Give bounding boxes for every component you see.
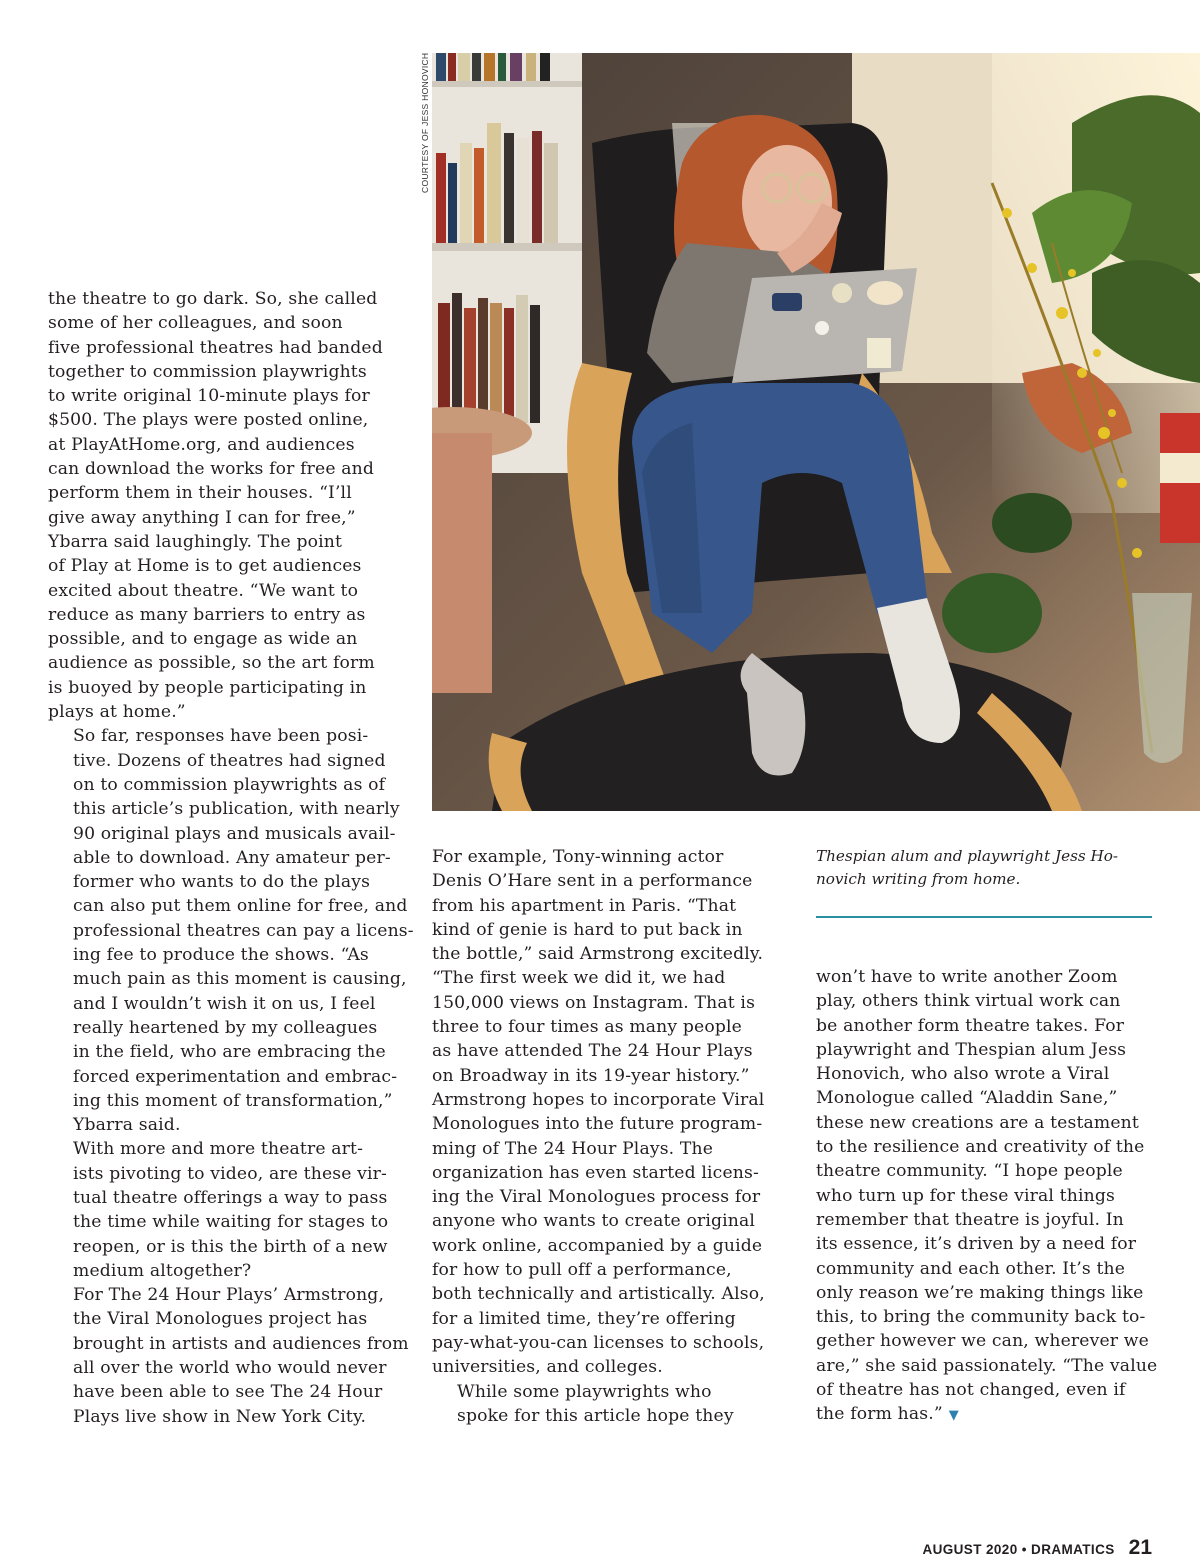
- text-line: Armstrong hopes to incorporate Viral: [432, 1089, 765, 1110]
- text-line: tual theatre offerings a way to pass: [73, 1187, 388, 1208]
- text-line: is buoyed by people participating in: [48, 677, 367, 698]
- text-line: possible, and to engage as wide an: [48, 629, 358, 650]
- caption-divider: [816, 916, 1152, 918]
- text-line: Monologues into the future program-: [432, 1114, 763, 1135]
- text-line: on to commission playwrights as of: [73, 774, 386, 795]
- text-line: in the field, who are embracing the: [73, 1042, 386, 1063]
- text-line: on Broadway in its 19-year history.”: [432, 1065, 750, 1086]
- text-line: “The first week we did it, we had: [432, 968, 726, 989]
- text-line: Ybarra said.: [73, 1115, 181, 1136]
- article-column-1: [48, 287, 414, 1429]
- text-line: Ybarra said laughingly. The point: [48, 531, 343, 552]
- article-paragraph: [48, 287, 390, 724]
- text-line: ming of The 24 Hour Plays. The: [432, 1138, 714, 1159]
- text-line: three to four times as many people: [432, 1017, 742, 1038]
- text-line: of Play at Home is to get audiences: [48, 556, 362, 577]
- text-line: Monologue called “Aladdin Sane,”: [816, 1088, 1118, 1109]
- text-line: For The 24 Hour Plays’ Armstrong,: [73, 1285, 385, 1306]
- text-line: five professional theatres had banded: [48, 337, 383, 358]
- text-line: for how to pull off a performance,: [432, 1260, 732, 1281]
- text-line: 90 original plays and musicals avail-: [73, 823, 396, 844]
- text-line: of theatre has not changed, even if: [816, 1380, 1126, 1401]
- text-line: work online, accompanied by a guide: [432, 1235, 763, 1256]
- text-line: plays at home.”: [48, 702, 186, 723]
- article-photo: [432, 53, 1200, 811]
- text-line: who turn up for these viral things: [816, 1185, 1115, 1206]
- text-line: are,” she said passionately. “The value: [816, 1355, 1158, 1376]
- text-line: the time while waiting for stages to: [73, 1212, 389, 1233]
- text-line: reopen, or is this the birth of a new: [73, 1236, 388, 1257]
- text-line: able to download. Any amateur per-: [73, 847, 391, 868]
- text-line: ists pivoting to video, are these vir-: [73, 1163, 388, 1184]
- text-line: really heartened by my colleagues: [73, 1017, 378, 1038]
- text-line: So far, responses have been posi-: [73, 726, 369, 747]
- text-line: With more and more theatre art-: [73, 1139, 364, 1160]
- text-line: much pain as this moment is causing,: [73, 969, 407, 990]
- page-footer: [922, 1536, 1152, 1562]
- article-paragraph: [48, 724, 414, 1137]
- text-line: both technically and artistically. Also,: [432, 1284, 765, 1305]
- text-line: perform them in their houses. “I’ll: [48, 483, 352, 504]
- text-line: kind of genie is hard to put back in: [432, 919, 743, 940]
- text-line: tive. Dozens of theatres had signed: [73, 750, 386, 771]
- text-line: can also put them online for free, and: [73, 896, 408, 917]
- text-line: gether however we can, wherever we: [816, 1331, 1149, 1352]
- issue-label: AUGUST 2020 • DRAMATICS: [922, 1542, 1115, 1557]
- text-line: former who wants to do the plays: [73, 872, 371, 893]
- text-line: ing this moment of transformation,”: [73, 1090, 393, 1111]
- article-paragraph: [816, 965, 1158, 1429]
- text-line: 150,000 views on Instagram. That is: [432, 992, 756, 1013]
- text-line: the Viral Monologues project has: [73, 1309, 368, 1330]
- text-line: its essence, it’s driven by a need for: [816, 1234, 1137, 1255]
- text-line: for a limited time, they’re offering: [432, 1308, 736, 1329]
- text-line: excited about theatre. “We want to: [48, 580, 359, 601]
- article-paragraph: [432, 845, 774, 1380]
- end-of-article-icon: ▼: [948, 1408, 959, 1424]
- text-line: pay-what-you-can licenses to schools,: [432, 1332, 765, 1353]
- caption-line: Thespian alum and playwright Jess Ho-: [816, 847, 1119, 865]
- photo-credit: COURTESY OF JESS HONOVICH: [420, 52, 430, 193]
- text-line: organization has even started licens-: [432, 1162, 759, 1183]
- text-line: audience as possible, so the art form: [48, 653, 375, 674]
- text-line: as have attended The 24 Hour Plays: [432, 1041, 753, 1062]
- text-line: universities, and colleges.: [432, 1357, 663, 1378]
- text-line: ing the Viral Monologues process for: [432, 1187, 761, 1208]
- text-line: forced experimentation and embrac-: [73, 1066, 398, 1087]
- article-paragraph: [432, 1380, 774, 1429]
- text-line: and I wouldn’t wish it on us, I feel: [73, 993, 376, 1014]
- text-line: all over the world who would never: [73, 1358, 387, 1379]
- page-number: 21: [1128, 1536, 1152, 1559]
- text-line: spoke for this article hope they: [457, 1405, 734, 1426]
- text-line: have been able to see The 24 Hour: [73, 1382, 383, 1403]
- photo-jess-honovich-illustration: [432, 53, 1200, 811]
- text-line: professional theatres can pay a licens-: [73, 920, 414, 941]
- photo-caption: [816, 845, 1156, 890]
- text-line: together to commission playwrights: [48, 361, 367, 382]
- text-line: Plays live show in New York City.: [73, 1406, 367, 1427]
- article-paragraph: [48, 1137, 390, 1283]
- text-line: the form has.” ▼: [816, 1404, 959, 1425]
- text-line: some of her colleagues, and soon: [48, 313, 343, 334]
- text-line: $500. The plays were posted online,: [48, 410, 369, 431]
- article-column-3: [816, 965, 1158, 1429]
- text-line: at PlayAtHome.org, and audiences: [48, 434, 355, 455]
- text-line: theatre community. “I hope people: [816, 1161, 1123, 1182]
- text-line: to the resilience and creativity of the: [816, 1137, 1145, 1158]
- text-line: from his apartment in Paris. “That: [432, 895, 737, 916]
- text-line: these new creations are a testament: [816, 1112, 1139, 1133]
- text-line: For example, Tony-winning actor: [432, 847, 724, 867]
- text-line: won’t have to write another Zoom: [816, 967, 1118, 987]
- text-line: the theatre to go dark. So, she called: [48, 289, 378, 309]
- text-line: playwright and Thespian alum Jess: [816, 1039, 1127, 1060]
- text-line: While some playwrights who: [457, 1381, 712, 1402]
- text-line: to write original 10-minute plays for: [48, 386, 370, 407]
- text-line: medium altogether?: [73, 1260, 252, 1281]
- article-paragraph: [48, 1283, 409, 1429]
- text-line: ing fee to produce the shows. “As: [73, 945, 369, 966]
- text-line: the bottle,” said Armstrong excitedly.: [432, 944, 764, 965]
- text-line: remember that theatre is joyful. In: [816, 1209, 1124, 1230]
- text-line: Denis O’Hare sent in a performance: [432, 871, 753, 892]
- text-line: play, others think virtual work can: [816, 991, 1121, 1012]
- article-column-2: [432, 845, 774, 1428]
- text-line: can download the works for free and: [48, 459, 375, 480]
- text-line: this, to bring the community back to-: [816, 1307, 1146, 1328]
- text-line: anyone who wants to create original: [432, 1211, 756, 1232]
- text-line: Honovich, who also wrote a Viral: [816, 1064, 1110, 1085]
- text-line: reduce as many barriers to entry as: [48, 604, 366, 625]
- text-line: brought in artists and audiences from: [73, 1333, 409, 1354]
- text-line: this article’s publication, with nearly: [73, 799, 400, 820]
- text-line: community and each other. It’s the: [816, 1258, 1126, 1279]
- text-line: only reason we’re making things like: [816, 1282, 1144, 1303]
- caption-line: novich writing from home.: [816, 869, 1021, 888]
- text-line: give away anything I can for free,”: [48, 507, 356, 528]
- text-line: be another form theatre takes. For: [816, 1015, 1125, 1036]
